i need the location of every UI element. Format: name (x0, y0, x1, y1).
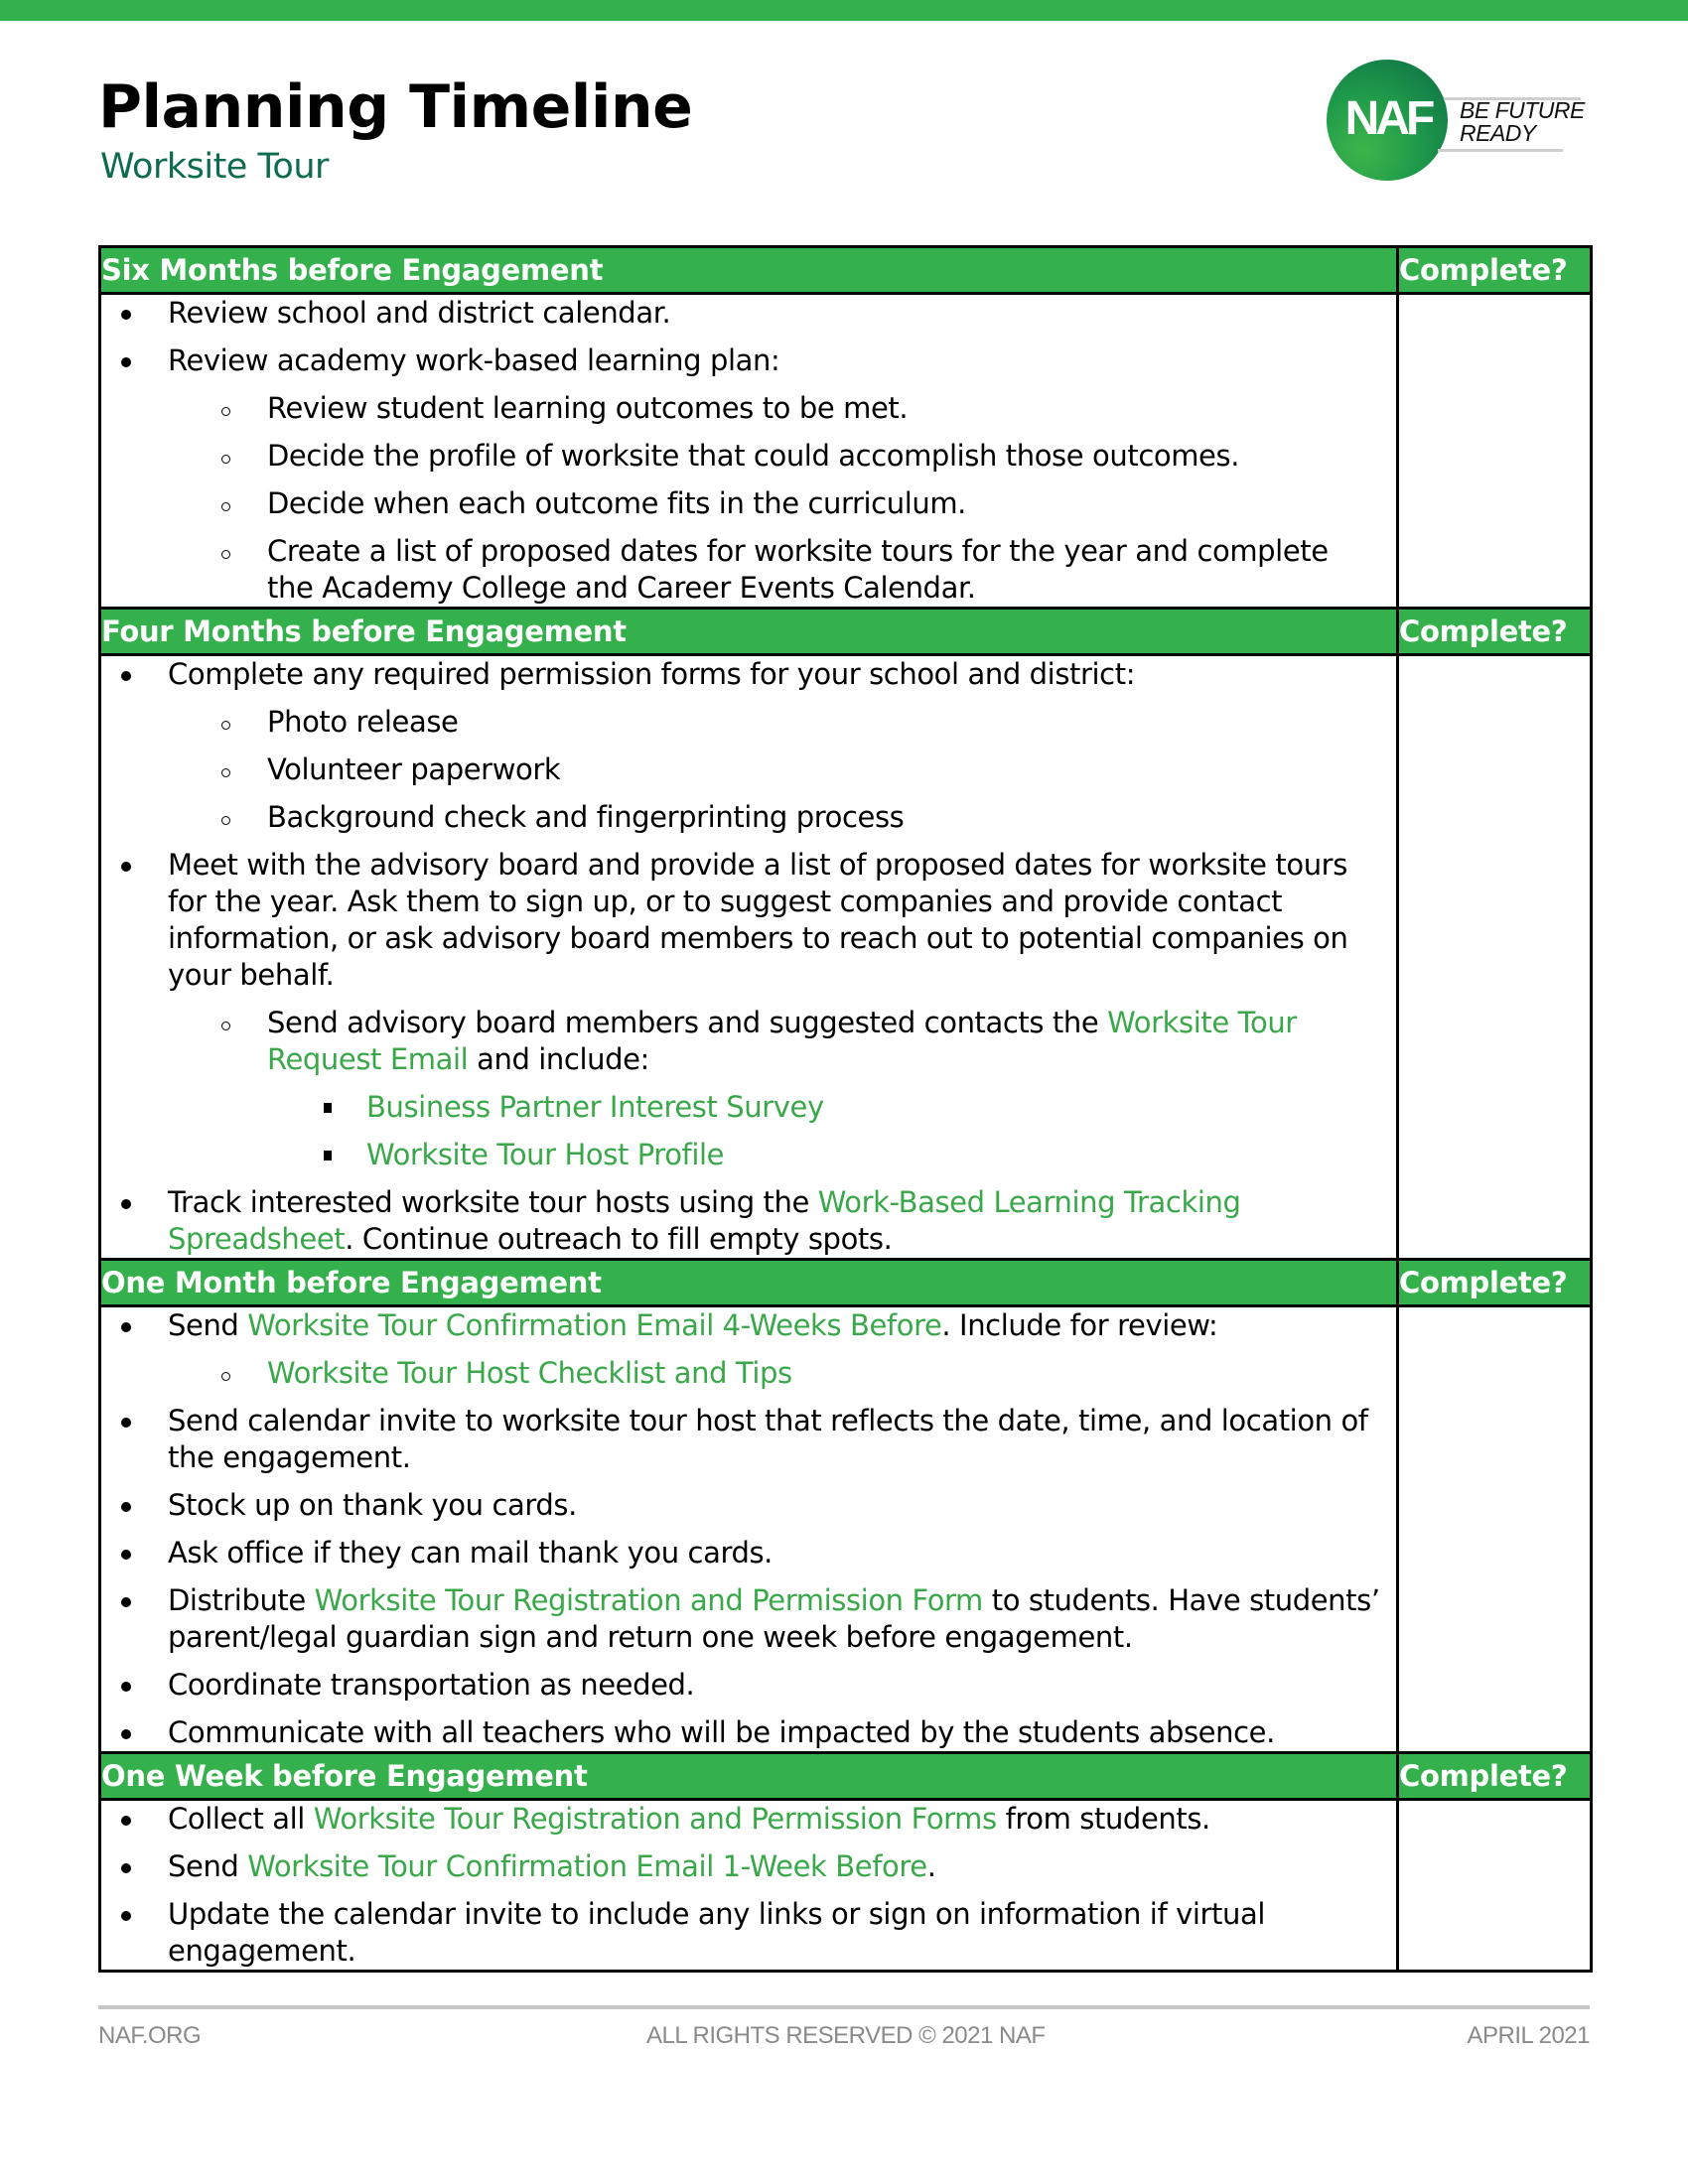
complete-column-header: Complete? (1398, 247, 1592, 294)
task-item (101, 1801, 1396, 1838)
complete-checkbox-cell[interactable] (1398, 1306, 1592, 1753)
page-title: Planning Timeline (98, 72, 693, 142)
section-header-row (100, 1753, 1592, 1800)
task-list-cell (100, 655, 1398, 1260)
section-title: Four Months before Engagement (100, 609, 1398, 655)
logo-circle-icon (1327, 60, 1448, 181)
task-item (101, 704, 1396, 741)
task-text: Meet with the advisory board and provide a list of proposed dates for worksite tours for the year. Ask them to sign up, or to suggest companies and provide contact information, or ask advisory board members to reach out to potential companies on your behalf. (168, 848, 1348, 992)
task-item (101, 1355, 1396, 1392)
bullet-square-icon (324, 1103, 332, 1113)
bullet-disc-icon (121, 1199, 131, 1209)
bullet-disc-icon (121, 1597, 131, 1607)
task-item (101, 295, 1396, 332)
task-text: Coordinate transportation as needed. (168, 1668, 695, 1702)
task-text: Distribute (168, 1583, 315, 1617)
bullet-circle-icon (221, 1022, 230, 1030)
task-list-cell (100, 294, 1398, 609)
footer-copyright: ALL RIGHTS RESERVED © 2021 NAF (646, 2022, 1046, 2049)
bullet-circle-icon (221, 502, 230, 511)
resource-link[interactable]: Worksite Tour Request Email (267, 1006, 1297, 1076)
page-subtitle: Worksite Tour (100, 147, 329, 187)
bullet-disc-icon (121, 1682, 131, 1692)
task-list-cell (100, 1306, 1398, 1753)
section-body-row (100, 294, 1592, 609)
task-item (101, 342, 1396, 379)
complete-checkbox-cell[interactable] (1398, 1800, 1592, 1972)
task-text: from students. (996, 1802, 1210, 1836)
resource-link[interactable]: Worksite Tour Host Checklist and Tips (267, 1356, 792, 1390)
task-item (101, 485, 1396, 522)
bullet-disc-icon (121, 1863, 131, 1873)
bullet-square-icon (324, 1151, 332, 1160)
bullet-circle-icon (221, 550, 230, 559)
task-item (101, 1307, 1396, 1344)
section-body-row (100, 1306, 1592, 1753)
resource-link[interactable]: Work-Based Learning Tracking Spreadsheet (168, 1185, 1241, 1256)
logo-tagline (1460, 99, 1585, 145)
task-text: . Include for review: (941, 1308, 1218, 1342)
section-header-row (100, 609, 1592, 655)
bullet-circle-icon (221, 1372, 230, 1381)
top-accent-bar (0, 0, 1688, 21)
bullet-disc-icon (121, 671, 131, 681)
task-item (101, 1487, 1396, 1524)
resource-link[interactable]: Worksite Tour Confirmation Email 4-Weeks Before (247, 1308, 942, 1342)
complete-column-header: Complete? (1398, 1260, 1592, 1306)
task-text: Background check and fingerprinting process (267, 800, 905, 834)
task-text: Decide when each outcome fits in the curriculum. (267, 486, 967, 520)
task-text: Send (168, 1849, 248, 1883)
logo-tagline-line2: READY (1460, 120, 1536, 146)
task-text: and include: (468, 1042, 649, 1076)
task-text: Decide the profile of worksite that could accomplish those outcomes. (267, 439, 1240, 473)
resource-link[interactable]: Worksite Tour Host Profile (366, 1138, 725, 1171)
task-text: Send advisory board members and suggested contacts the (267, 1006, 1108, 1039)
task-item (101, 1582, 1396, 1656)
complete-column-header: Complete? (1398, 609, 1592, 655)
section-body-row (100, 1800, 1592, 1972)
bullet-disc-icon (121, 1418, 131, 1428)
bullet-disc-icon (121, 862, 131, 872)
task-item (101, 1667, 1396, 1704)
planning-timeline-table (98, 245, 1593, 1973)
footer-date: APRIL 2021 (1467, 2022, 1590, 2049)
task-text: Review student learning outcomes to be met. (267, 391, 909, 425)
task-text: Send (168, 1308, 248, 1342)
complete-checkbox-cell[interactable] (1398, 294, 1592, 609)
task-item (101, 847, 1396, 994)
task-item (101, 1137, 1396, 1173)
naf-logo (1327, 60, 1595, 183)
bullet-circle-icon (221, 768, 230, 777)
task-item (101, 1403, 1396, 1476)
bullet-disc-icon (121, 357, 131, 367)
task-item (101, 799, 1396, 836)
bullet-disc-icon (121, 1550, 131, 1560)
task-item (101, 1848, 1396, 1885)
task-item (101, 438, 1396, 475)
task-text: Send calendar invite to worksite tour host that reflects the date, time, and location of the engagement. (168, 1404, 1368, 1474)
task-text: Communicate with all teachers who will be impacted by the students absence. (168, 1715, 1275, 1749)
logo-tagline-line1: BE FUTURE (1460, 97, 1585, 123)
task-text: Collect all (168, 1802, 314, 1836)
task-item (101, 1184, 1396, 1258)
complete-checkbox-cell[interactable] (1398, 655, 1592, 1260)
task-item (101, 1896, 1396, 1970)
task-item (101, 533, 1396, 607)
section-header-row (100, 1260, 1592, 1306)
section-body-row (100, 655, 1592, 1260)
task-item (101, 751, 1396, 788)
footer-divider (98, 2005, 1590, 2009)
footer-website: NAF.ORG (98, 2022, 202, 2049)
task-text: Photo release (267, 705, 459, 739)
bullet-circle-icon (221, 455, 230, 464)
task-text: Track interested worksite tour hosts using the (168, 1185, 818, 1219)
task-list-cell (100, 1800, 1398, 1972)
task-item (101, 1005, 1396, 1078)
logo-letters: NAF (1344, 92, 1432, 145)
task-text: Review academy work-based learning plan: (168, 343, 780, 377)
task-text: Complete any required permission forms for your school and district: (168, 657, 1136, 691)
bullet-disc-icon (121, 1911, 131, 1921)
bullet-circle-icon (221, 721, 230, 730)
resource-link[interactable]: Worksite Tour Registration and Permission Form (314, 1583, 983, 1617)
bullet-disc-icon (121, 1502, 131, 1512)
bullet-disc-icon (121, 1816, 131, 1826)
resource-link[interactable]: Business Partner Interest Survey (366, 1090, 824, 1124)
section-title: Six Months before Engagement (100, 247, 1398, 294)
task-text: Stock up on thank you cards. (168, 1488, 577, 1522)
task-item (101, 656, 1396, 693)
task-item (101, 1535, 1396, 1571)
resource-link[interactable]: Worksite Tour Confirmation Email 1-Week Before (247, 1849, 927, 1883)
bullet-disc-icon (121, 310, 131, 320)
task-text: . (926, 1849, 936, 1883)
bullet-disc-icon (121, 1322, 131, 1332)
bullet-circle-icon (221, 407, 230, 416)
section-header-row (100, 247, 1592, 294)
task-item (101, 390, 1396, 427)
section-title: One Week before Engagement (100, 1753, 1398, 1800)
task-text: . Continue outreach to fill empty spots. (345, 1222, 893, 1256)
logo-rule-bottom (1438, 149, 1563, 152)
task-text: Create a list of proposed dates for worksite tours for the year and complete the Academy College and Career Events Calendar. (267, 534, 1329, 605)
task-text: Update the calendar invite to include any links or sign on information if virtual engagement. (168, 1897, 1266, 1968)
resource-link[interactable]: Worksite Tour Registration and Permission Forms (313, 1802, 997, 1836)
section-title: One Month before Engagement (100, 1260, 1398, 1306)
task-text: Review school and district calendar. (168, 296, 671, 330)
task-text: to students. Have students’ parent/legal guardian sign and return one week before engagement. (168, 1583, 1380, 1654)
complete-column-header: Complete? (1398, 1753, 1592, 1800)
task-text: Ask office if they can mail thank you cards. (168, 1536, 773, 1570)
bullet-circle-icon (221, 816, 230, 825)
task-item (101, 1714, 1396, 1751)
bullet-disc-icon (121, 1729, 131, 1739)
task-text: Volunteer paperwork (267, 752, 561, 786)
task-item (101, 1089, 1396, 1126)
